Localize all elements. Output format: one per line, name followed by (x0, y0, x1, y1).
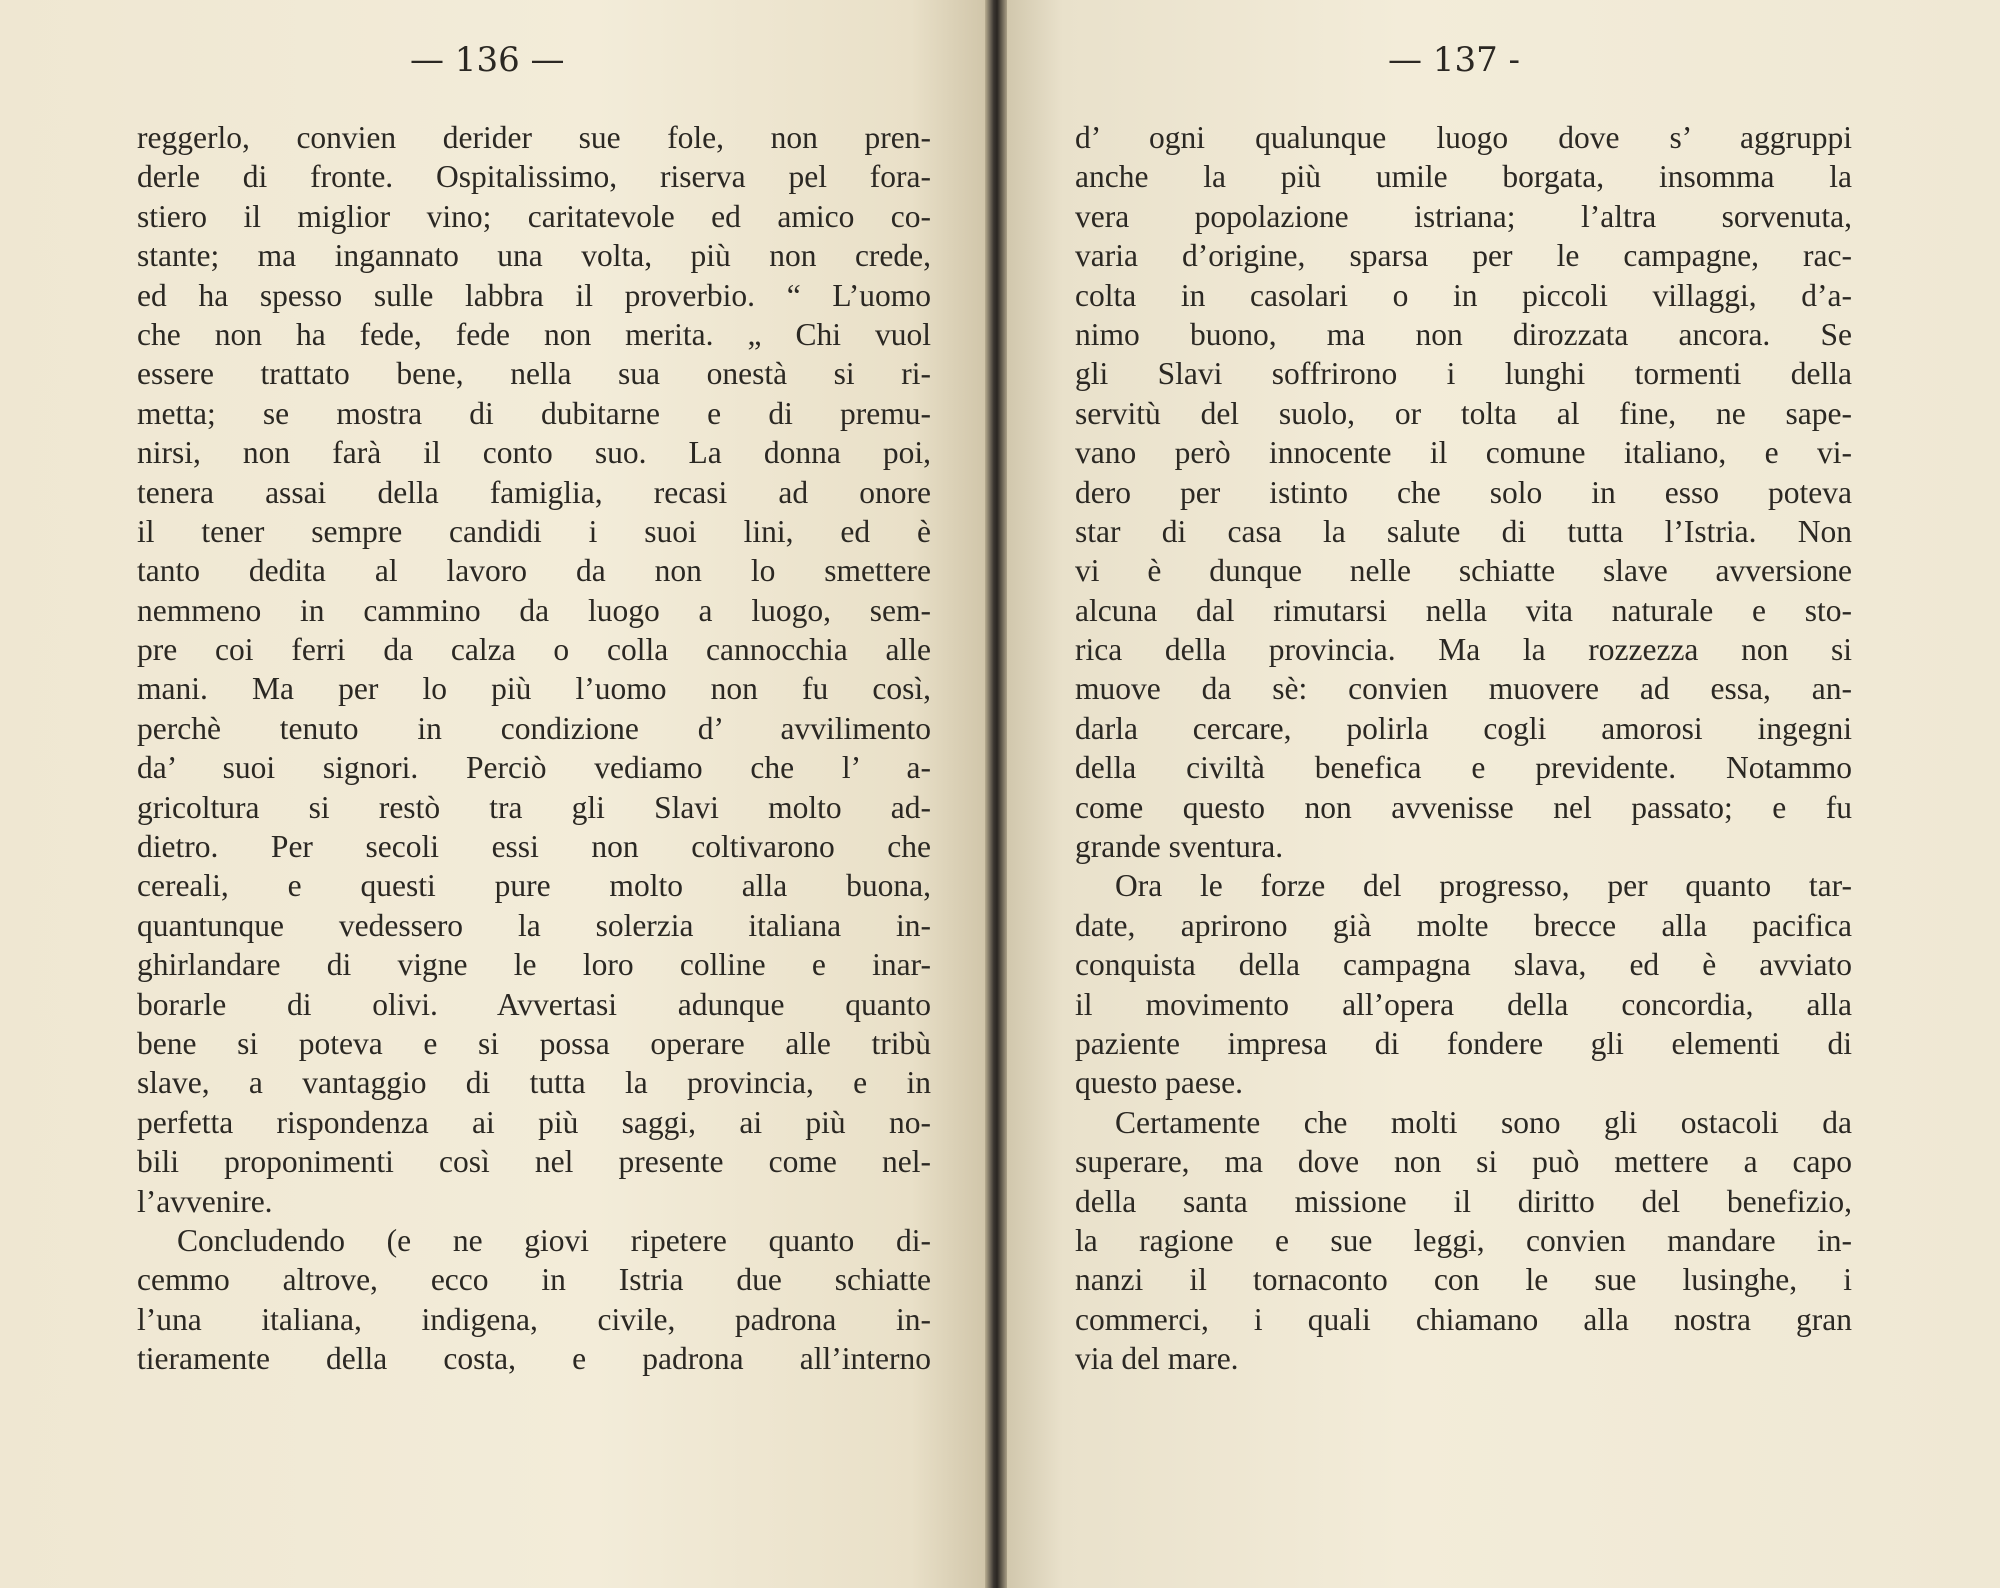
text-line: la ragione e sue leggi, convien mandare in- (1075, 1222, 1852, 1258)
text-line: dero per istinto che solo in esso poteva (1075, 474, 1852, 510)
text-line: conquista della campagna slava, ed è avviato (1075, 947, 1852, 983)
text-line: questo paese. (1075, 1065, 1243, 1101)
text-line: nanzi il tornaconto con le sue lusinghe, i (1075, 1262, 1852, 1298)
text-line: via del mare. (1075, 1341, 1239, 1377)
text-line: stante; ma ingannato una volta, più non crede, (137, 238, 931, 274)
text-line: gricoltura si restò tra gli Slavi molto ad- (137, 789, 931, 825)
text-line: l’una italiana, indigena, civile, padrona in- (137, 1301, 931, 1337)
text-line: vera popolazione istriana; l’altra sorvenuta, (1075, 198, 1852, 234)
text-line: metta; se mostra di dubitarne e di premu- (137, 395, 931, 431)
text-line: bene si poteva e si possa operare alle tribù (137, 1025, 931, 1061)
text-line: tanto dedita al lavoro da non lo smettere (137, 553, 931, 589)
text-line: il tener sempre candidi i suoi lini, ed è (137, 513, 931, 549)
book-gutter (985, 0, 1007, 1588)
text-line: derle di fronte. Ospitalissimo, riserva pel fora- (137, 159, 931, 195)
text-line: da’ suoi signori. Perciò vediamo che l’ a- (137, 750, 931, 786)
text-line: della civiltà benefica e previdente. Notammo (1075, 750, 1852, 786)
text-line: dietro. Per secoli essi non coltivarono che (137, 829, 931, 865)
text-line: commerci, i quali chiamano alla nostra gran (1075, 1301, 1852, 1337)
text-line: tenera assai della famiglia, recasi ad onore (137, 474, 931, 510)
text-line: Certamente che molti sono gli ostacoli da (1115, 1104, 1852, 1140)
text-line: d’ ogni qualunque luogo dove s’ aggruppi (1075, 120, 1852, 155)
text-line: slave, a vantaggio di tutta la provincia, e in (137, 1065, 931, 1101)
text-line: essere trattato bene, nella sua onestà si ri- (137, 356, 931, 392)
text-line: servitù del suolo, or tolta al fine, ne sape- (1075, 395, 1852, 431)
text-line: mani. Ma per lo più l’uomo non fu così, (137, 671, 931, 707)
text-line: grande sventura. (1075, 829, 1284, 865)
text-line: varia d’origine, sparsa per le campagne, rac- (1075, 238, 1852, 274)
page-number-left: — 136 — (410, 40, 565, 80)
text-line: nimo buono, ma non dirozzata ancora. Se (1075, 316, 1852, 352)
text-line: star di casa la salute di tutta l’Istria. Non (1075, 513, 1852, 549)
text-line: perchè tenuto in condizione d’ avvilimento (137, 710, 931, 746)
text-line: bili proponimenti così nel presente come nel- (137, 1144, 931, 1180)
text-line: stiero il miglior vino; caritatevole ed amico co- (137, 198, 931, 234)
text-line: borarle di olivi. Avvertasi adunque quanto (137, 986, 931, 1022)
text-line: darla cercare, polirla cogli amorosi ingegni (1075, 710, 1852, 746)
text-line: colta in casolari o in piccoli villaggi, d’a- (1075, 277, 1852, 313)
text-line: come questo non avvenisse nel passato; e fu (1075, 789, 1852, 825)
text-line: cereali, e questi pure molto alla buona, (137, 868, 931, 904)
text-line: Concludendo (e ne giovi ripetere quanto di- (177, 1222, 931, 1258)
text-line: cemmo altrove, ecco in Istria due schiatte (137, 1262, 931, 1298)
text-line: della santa missione il diritto del benefizio, (1075, 1183, 1852, 1219)
right-page-text (1075, 118, 1852, 1379)
left-page-text (137, 118, 931, 1379)
left-page (0, 0, 990, 1588)
text-line: ghirlandare di vigne le loro colline e inar- (137, 947, 931, 983)
text-line: perfetta rispondenza ai più saggi, ai più no- (137, 1104, 931, 1140)
text-line: ed ha spesso sulle labbra il proverbio. “ L’uomo (137, 277, 931, 313)
text-line: reggerlo, convien derider sue fole, non pren- (137, 120, 931, 155)
text-line: paziente impresa di fondere gli elementi di (1075, 1025, 1852, 1061)
text-line: superare, ma dove non si può mettere a capo (1075, 1144, 1852, 1180)
text-line: pre coi ferri da calza o colla cannocchia alle (137, 632, 931, 668)
text-line: nirsi, non farà il conto suo. La donna poi, (137, 435, 931, 471)
text-line: date, aprirono già molte brecce alla pacifica (1075, 907, 1852, 943)
page-number-right: — 137 - (1388, 40, 1520, 80)
text-line: vano però innocente il comune italiano, e vi- (1075, 435, 1852, 471)
text-line: nemmeno in cammino da luogo a luogo, sem- (137, 592, 931, 628)
text-line: muove da sè: convien muovere ad essa, an- (1075, 671, 1852, 707)
right-page (1003, 0, 2000, 1588)
text-line: rica della provincia. Ma la rozzezza non si (1075, 632, 1852, 668)
text-line: l’avvenire. (137, 1183, 273, 1219)
text-line: tieramente della costa, e padrona all’interno (137, 1341, 931, 1377)
text-line: vi è dunque nelle schiatte slave avversione (1075, 553, 1852, 589)
text-line: il movimento all’opera della concordia, alla (1075, 986, 1852, 1022)
text-line: alcuna dal rimutarsi nella vita naturale e sto- (1075, 592, 1852, 628)
text-line: gli Slavi soffrirono i lunghi tormenti della (1075, 356, 1852, 392)
text-line: Ora le forze del progresso, per quanto tar- (1115, 868, 1852, 904)
text-line: quantunque vedessero la solerzia italiana in- (137, 907, 931, 943)
text-line: che non ha fede, fede non merita. „ Chi vuol (137, 316, 931, 352)
text-line: anche la più umile borgata, insomma la (1075, 159, 1852, 195)
